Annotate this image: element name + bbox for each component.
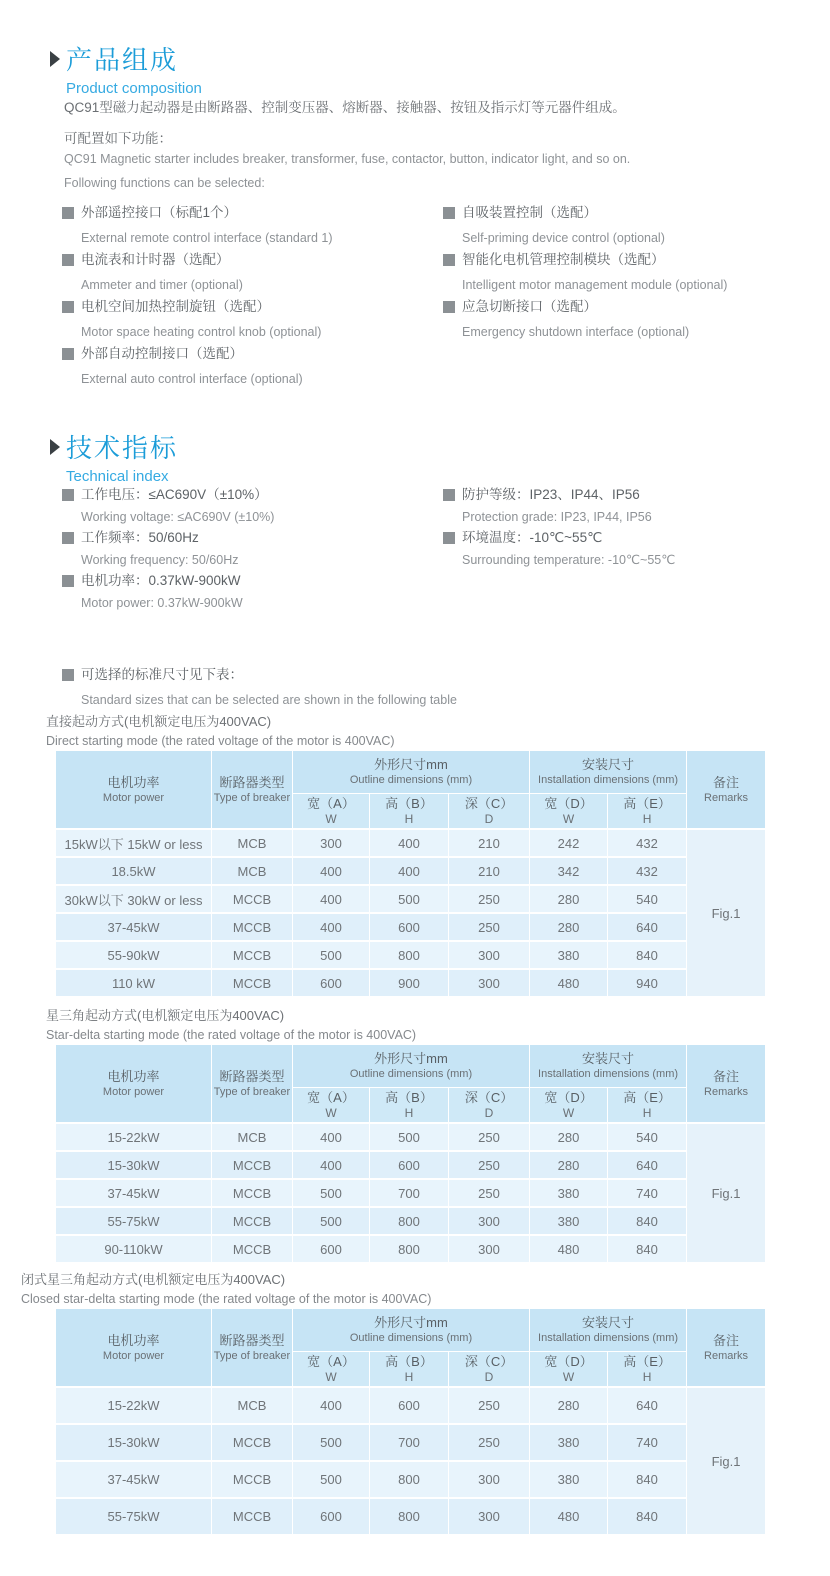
table-cell: 600 (370, 913, 449, 941)
sub-column-header: 宽（D） W (530, 1352, 608, 1388)
table-cell: 500 (370, 885, 449, 913)
table-cell: 540 (608, 885, 687, 913)
table-cell: 37-45kW (56, 1461, 212, 1498)
sizes-note-en: Standard sizes that can be selected are shown in the following table (81, 693, 457, 707)
table-cell: 300 (449, 941, 530, 969)
table-cell: 600 (293, 1235, 370, 1263)
table-cell: 250 (449, 1424, 530, 1461)
table-cell: 250 (449, 1123, 530, 1151)
table-cell: 600 (293, 969, 370, 997)
table-cell: 250 (449, 1151, 530, 1179)
caption-cn: 直接起动方式(电机额定电压为400VAC) (46, 714, 272, 729)
feature-item (62, 250, 333, 295)
spec-item (62, 485, 274, 527)
table-cell: 30kW以下 30kW or less (56, 885, 212, 913)
sub-column-header: 宽（A） W (293, 794, 370, 830)
table-cell: 55-75kW (56, 1498, 212, 1535)
table-cell: 342 (530, 857, 608, 885)
section-title-cn: 技术指标 (66, 433, 179, 463)
table-row (56, 1151, 766, 1179)
bullet-square-icon (62, 575, 74, 587)
feature-list-right (443, 203, 727, 344)
table-row (56, 1461, 766, 1498)
table-cell: MCB (212, 857, 293, 885)
feature-cn: 应急切断接口（选配） (462, 299, 597, 314)
spec-en: Working voltage: ≤AC690V (±10%) (81, 510, 275, 524)
table-cell: 18.5kW (56, 857, 212, 885)
section-marker-icon (50, 51, 60, 67)
table-cell: 380 (530, 1461, 608, 1498)
intro-line: QC91型磁力起动器是由断路器、控制变压器、熔断器、接触器、按钮及指示灯等元器件组成。 (64, 100, 626, 115)
table-cell: 940 (608, 969, 687, 997)
feature-cn: 电流表和计时器（选配） (81, 252, 230, 267)
table-cell: 600 (370, 1151, 449, 1179)
bullet-square-icon (62, 669, 74, 681)
table-cell: 280 (530, 1387, 608, 1424)
table-cell: 300 (449, 1207, 530, 1235)
feature-en: External auto control interface (optional) (81, 372, 303, 386)
table-cell: 400 (293, 1387, 370, 1424)
table-cell: 600 (370, 1387, 449, 1424)
table-cell: MCCB (212, 1151, 293, 1179)
table-cell: 840 (608, 941, 687, 969)
col-breaker-type: 断路器类型 Type of breaker (212, 1309, 293, 1388)
table-cell: 15-30kW (56, 1151, 212, 1179)
table-cell: 110 kW (56, 969, 212, 997)
table-cell: 400 (293, 885, 370, 913)
caption-cn: 闭式星三角起动方式(电机额定电压为400VAC) (21, 1272, 286, 1287)
size-table-star-delta (55, 1044, 766, 1264)
spec-en: Protection grade: IP23, IP44, IP56 (462, 510, 652, 524)
table-cell: 500 (293, 1461, 370, 1498)
table-cell: MCCB (212, 941, 293, 969)
table-cell: 300 (449, 1498, 530, 1535)
table-cell: 300 (449, 1461, 530, 1498)
sub-column-header: 高（B） H (370, 1352, 449, 1388)
table-cell: 280 (530, 913, 608, 941)
section-title-row (50, 40, 202, 77)
section-title-en: Product composition (66, 80, 202, 97)
spec-item (443, 485, 675, 527)
table-row (56, 1179, 766, 1207)
sizes-note-cn: 可选择的标准尺寸见下表： (81, 667, 243, 682)
table-cell: 700 (370, 1424, 449, 1461)
table-cell: 280 (530, 885, 608, 913)
feature-item (62, 297, 333, 342)
table-cell: 500 (293, 1207, 370, 1235)
table-cell: 300 (449, 969, 530, 997)
table-cell: MCCB (212, 1424, 293, 1461)
technical-index-section (50, 428, 178, 485)
spec-en: Motor power: 0.37kW-900kW (81, 596, 243, 610)
table-cell: 280 (530, 1151, 608, 1179)
bullet-square-icon (62, 348, 74, 360)
col-installation-dimensions: 安装尺寸 Installation dimensions (mm) (530, 1045, 687, 1088)
table-cell: 210 (449, 829, 530, 857)
table-row (56, 913, 766, 941)
table-row (56, 1123, 766, 1151)
section-title-en: Technical index (66, 468, 169, 485)
table-cell: 15-30kW (56, 1424, 212, 1461)
table-cell: 400 (293, 1151, 370, 1179)
table-cell: 432 (608, 829, 687, 857)
section-title-row (50, 428, 178, 465)
col-remarks: 备注 Remarks (687, 751, 766, 830)
bullet-square-icon (62, 301, 74, 313)
col-remarks: 备注 Remarks (687, 1309, 766, 1388)
spec-cn: 工作电压：≤AC690V（±10%） (81, 487, 268, 502)
table-cell: 600 (293, 1498, 370, 1535)
col-motor-power: 电机功率 Motor power (56, 751, 212, 830)
table-cell: 380 (530, 1424, 608, 1461)
table-cell: 800 (370, 1461, 449, 1498)
size-table-closed-star-delta (55, 1308, 766, 1536)
table-cell: 90-110kW (56, 1235, 212, 1263)
feature-item (443, 297, 727, 342)
table-cell: 800 (370, 941, 449, 969)
table-row (56, 857, 766, 885)
feature-en: Intelligent motor management module (optional) (462, 278, 728, 292)
sub-column-header: 深（C） D (449, 794, 530, 830)
bullet-square-icon (443, 254, 455, 266)
table-caption-star-delta (46, 1005, 416, 1042)
sub-column-header: 深（C） D (449, 1088, 530, 1124)
sub-column-header: 高（E） H (608, 1352, 687, 1388)
spec-cn: 防护等级：IP23、IP44、IP56 (462, 487, 640, 502)
size-table-direct-starting (55, 750, 766, 998)
bullet-square-icon (62, 532, 74, 544)
col-outline-dimensions: 外形尺寸mm Outline dimensions (mm) (293, 1309, 530, 1352)
spec-item (443, 528, 675, 570)
table-cell: 380 (530, 941, 608, 969)
bullet-square-icon (62, 489, 74, 501)
section-title-cn: 产品组成 (66, 45, 179, 75)
table-cell: 280 (530, 1123, 608, 1151)
table-cell: MCCB (212, 1461, 293, 1498)
table-cell: MCB (212, 1387, 293, 1424)
col-motor-power: 电机功率 Motor power (56, 1045, 212, 1124)
table-cell: 37-45kW (56, 1179, 212, 1207)
feature-item (62, 344, 333, 389)
caption-en: Star-delta starting mode (the rated voltage of the motor is 400VAC) (46, 1028, 417, 1042)
table-cell: 250 (449, 1387, 530, 1424)
table-cell: 300 (293, 829, 370, 857)
bullet-square-icon (62, 207, 74, 219)
col-installation-dimensions: 安装尺寸 Installation dimensions (mm) (530, 1309, 687, 1352)
spec-list-left (62, 485, 274, 614)
sub-column-header: 宽（D） W (530, 1088, 608, 1124)
col-breaker-type: 断路器类型 Type of breaker (212, 1045, 293, 1124)
table-cell: MCCB (212, 1235, 293, 1263)
spec-list-right (443, 485, 675, 571)
table-cell: MCCB (212, 1498, 293, 1535)
table-cell: 480 (530, 1235, 608, 1263)
table-row (56, 1424, 766, 1461)
table-cell: 400 (370, 829, 449, 857)
bullet-square-icon (62, 254, 74, 266)
table-cell: MCB (212, 829, 293, 857)
col-remarks: 备注 Remarks (687, 1045, 766, 1124)
caption-en: Direct starting mode (the rated voltage of the motor is 400VAC) (46, 734, 395, 748)
table-cell: 640 (608, 1151, 687, 1179)
table-cell: 500 (293, 1424, 370, 1461)
table-row (56, 829, 766, 857)
table-cell: 15-22kW (56, 1387, 212, 1424)
table-cell: 432 (608, 857, 687, 885)
table-cell: 242 (530, 829, 608, 857)
sub-column-header: 宽（D） W (530, 794, 608, 830)
spec-cn: 环境温度：-10℃~55℃ (462, 530, 603, 545)
bullet-square-icon (443, 532, 455, 544)
table-cell: 540 (608, 1123, 687, 1151)
table-cell: MCB (212, 1123, 293, 1151)
feature-en: Emergency shutdown interface (optional) (462, 325, 690, 339)
table-cell: 840 (608, 1207, 687, 1235)
table-cell: 400 (293, 857, 370, 885)
feature-cn: 自吸装置控制（选配） (462, 205, 597, 220)
feature-cn: 外部遥控接口（标配1个） (81, 205, 238, 220)
feature-cn: 外部自动控制接口（选配） (81, 346, 243, 361)
spec-cn: 电机功率：0.37kW-900kW (81, 573, 241, 588)
caption-en: Closed star-delta starting mode (the rated voltage of the motor is 400VAC) (21, 1292, 432, 1306)
sizes-note (62, 665, 457, 710)
table-cell: 700 (370, 1179, 449, 1207)
feature-cn: 电机空间加热控制旋钮（选配） (81, 299, 270, 314)
spec-item (62, 571, 274, 613)
sub-column-header: 深（C） D (449, 1352, 530, 1388)
sub-column-header: 高（E） H (608, 1088, 687, 1124)
table-cell: 300 (449, 1235, 530, 1263)
table-cell: 800 (370, 1207, 449, 1235)
table-cell: 500 (370, 1123, 449, 1151)
table-cell: 15-22kW (56, 1123, 212, 1151)
spec-cn: 工作频率：50/60Hz (81, 530, 199, 545)
table-header (56, 1309, 766, 1388)
feature-en: External remote control interface (standard 1) (81, 231, 333, 245)
feature-item (62, 203, 333, 248)
table-row (56, 885, 766, 913)
table-row (56, 969, 766, 997)
table-caption-direct (46, 711, 395, 748)
table-header (56, 751, 766, 830)
table-header (56, 1045, 766, 1124)
table-cell: 800 (370, 1235, 449, 1263)
table-row (56, 1235, 766, 1263)
table-cell: 380 (530, 1207, 608, 1235)
feature-cn: 智能化电机管理控制模块（选配） (462, 252, 665, 267)
table-cell: 480 (530, 1498, 608, 1535)
col-breaker-type: 断路器类型 Type of breaker (212, 751, 293, 830)
table-row (56, 1207, 766, 1235)
table-cell: 500 (293, 1179, 370, 1207)
spec-en: Surrounding temperature: -10℃~55℃ (462, 553, 676, 567)
sub-column-header: 高（B） H (370, 1088, 449, 1124)
feature-en: Self-priming device control (optional) (462, 231, 665, 245)
bullet-square-icon (443, 301, 455, 313)
remark-cell: Fig.1 (687, 1387, 766, 1535)
sub-column-header: 高（B） H (370, 794, 449, 830)
table-cell: MCCB (212, 1179, 293, 1207)
table-cell: 55-90kW (56, 941, 212, 969)
bullet-square-icon (443, 489, 455, 501)
table-cell: 740 (608, 1179, 687, 1207)
intro-line: Following functions can be selected: (64, 176, 265, 190)
product-composition-section (50, 40, 202, 97)
table-cell: 740 (608, 1424, 687, 1461)
table-cell: 400 (293, 1123, 370, 1151)
table-cell: 15kW以下 15kW or less (56, 829, 212, 857)
table-cell: 250 (449, 885, 530, 913)
table-cell: 250 (449, 1179, 530, 1207)
sub-column-header: 高（E） H (608, 794, 687, 830)
table-cell: 840 (608, 1461, 687, 1498)
table-caption-closed-star-delta (21, 1269, 431, 1306)
table-cell: MCCB (212, 1207, 293, 1235)
col-motor-power: 电机功率 Motor power (56, 1309, 212, 1388)
intro-line: 可配置如下功能： (64, 131, 172, 146)
table-row (56, 941, 766, 969)
caption-cn: 星三角起动方式(电机额定电压为400VAC) (46, 1008, 285, 1023)
table-cell: 900 (370, 969, 449, 997)
table-cell: 250 (449, 913, 530, 941)
table-cell: MCCB (212, 885, 293, 913)
table-cell: 480 (530, 969, 608, 997)
table-cell: 840 (608, 1235, 687, 1263)
table-cell: 400 (370, 857, 449, 885)
table-cell: 800 (370, 1498, 449, 1535)
table-cell: 37-45kW (56, 913, 212, 941)
table-cell: 840 (608, 1498, 687, 1535)
spec-en: Working frequency: 50/60Hz (81, 553, 239, 567)
table-cell: MCCB (212, 913, 293, 941)
section-marker-icon (50, 439, 60, 455)
feature-item (443, 203, 727, 248)
bullet-square-icon (443, 207, 455, 219)
table-cell: 210 (449, 857, 530, 885)
table-cell: 55-75kW (56, 1207, 212, 1235)
col-installation-dimensions: 安装尺寸 Installation dimensions (mm) (530, 751, 687, 794)
table-cell: 640 (608, 1387, 687, 1424)
table-row (56, 1387, 766, 1424)
intro-line: QC91 Magnetic starter includes breaker, transformer, fuse, contactor, button, indicator light, and so on. (64, 152, 631, 166)
feature-en: Motor space heating control knob (optional) (81, 325, 322, 339)
col-outline-dimensions: 外形尺寸mm Outline dimensions (mm) (293, 751, 530, 794)
table-cell: 500 (293, 941, 370, 969)
sub-column-header: 宽（A） W (293, 1352, 370, 1388)
feature-en: Ammeter and timer (optional) (81, 278, 243, 292)
table-row (56, 1498, 766, 1535)
table-cell: 640 (608, 913, 687, 941)
remark-cell: Fig.1 (687, 829, 766, 997)
table-cell: MCCB (212, 969, 293, 997)
table-cell: 400 (293, 913, 370, 941)
table-cell: 380 (530, 1179, 608, 1207)
spec-item (62, 528, 274, 570)
remark-cell: Fig.1 (687, 1123, 766, 1263)
sub-column-header: 宽（A） W (293, 1088, 370, 1124)
col-outline-dimensions: 外形尺寸mm Outline dimensions (mm) (293, 1045, 530, 1088)
feature-item (443, 250, 727, 295)
feature-list-left (62, 203, 333, 391)
